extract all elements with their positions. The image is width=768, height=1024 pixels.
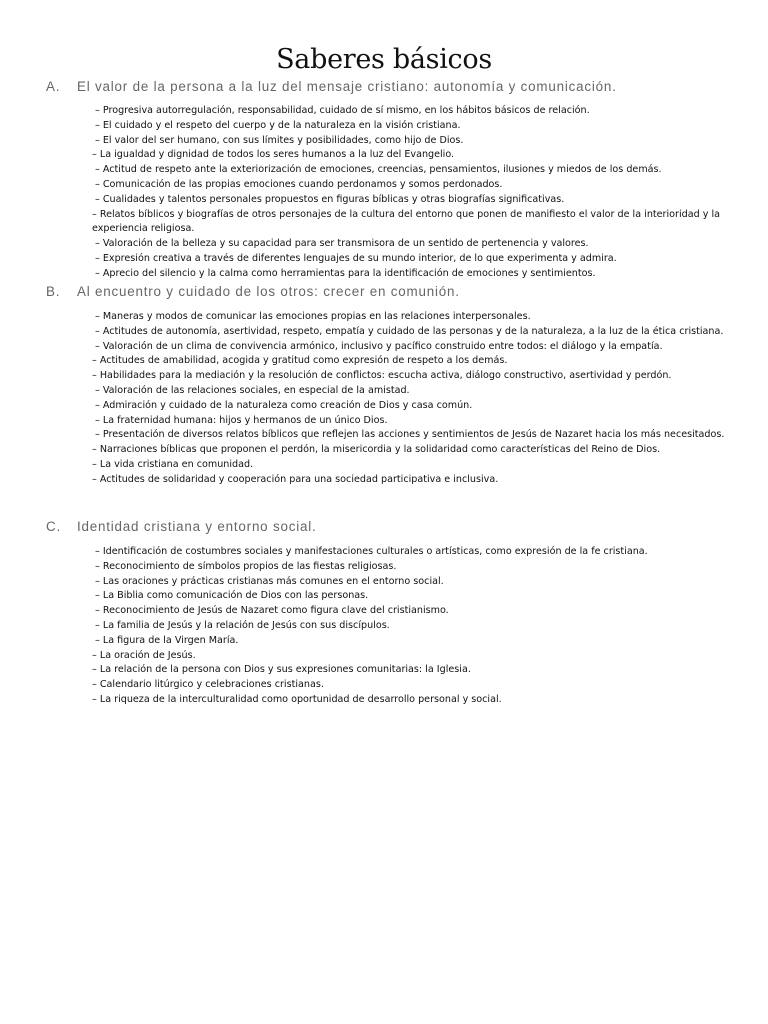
list-item: – La fraternidad humana: hijos y hermanos de un único Dios. — [95, 414, 388, 426]
list-item: – Narraciones bíblicas que proponen el perdón, la misericordia y la solidaridad como características del Reino de Dios. — [92, 444, 661, 456]
list-item: – La igualdad y dignidad de todos los seres humanos a la luz del Evangelio. — [92, 149, 455, 161]
list-item: – El valor del ser humano, con sus límites y posibilidades, como hijo de Dios. — [95, 134, 464, 146]
page-title: Saberes básicos — [276, 44, 492, 75]
section-heading-a — [46, 79, 617, 95]
list-item: – La familia de Jesús y la relación de Jesús con sus discípulos. — [95, 619, 390, 631]
section-letter-c: C. — [46, 519, 61, 534]
list-item: – Expresión creativa a través de diferentes lenguajes de su mundo interior, de lo que experimenta y admira. — [95, 252, 617, 264]
list-item: – La oración de Jesús. — [92, 649, 196, 661]
section-title-a: El valor de la persona a la luz del mensaje cristiano: autonomía y comunicación. — [77, 79, 617, 94]
list-item: – Actitud de respeto ante la exteriorización de emociones, creencias, pensamientos, ilusiones y miedos de los demás. — [95, 164, 662, 176]
list-item: – Actitudes de autonomía, asertividad, respeto, empatía y cuidado de las personas y de la naturaleza, a la luz de la ética cristiana. — [95, 325, 724, 337]
item-list-a — [92, 104, 726, 282]
list-item: – Presentación de diversos relatos bíblicos que reflejen las acciones y sentimientos de Jesús de Nazaret hacia los más necesitados. — [95, 429, 725, 441]
list-item: – Comunicación de las propias emociones cuando perdonamos y somos perdonados. — [95, 178, 503, 190]
section-heading-b — [46, 284, 460, 300]
section-letter-b: B. — [46, 284, 61, 299]
list-item: – Relatos bíblicos y biografías de otros personajes de la cultura del entorno que ponen de manifiesto el valor de la interioridad y la experiencia religiosa. — [92, 208, 721, 235]
list-item: – Valoración de las relaciones sociales, en especial de la amistad. — [95, 384, 410, 396]
list-item: – Reconocimiento de Jesús de Nazaret como figura clave del cristianismo. — [95, 605, 449, 617]
list-item: – El cuidado y el respeto del cuerpo y de la naturaleza en la visión cristiana. — [95, 119, 461, 131]
list-item: – Maneras y modos de comunicar las emociones propias en las relaciones interpersonales. — [95, 311, 531, 322]
list-item: – Valoración de la belleza y su capacidad para ser transmisora de un sentido de pertenencia y valores. — [95, 238, 589, 250]
list-item: – La Biblia como comunicación de Dios con las personas. — [95, 590, 369, 602]
list-item: – La vida cristiana en comunidad. — [92, 458, 254, 470]
list-item: – Actitudes de amabilidad, acogida y gratitud como expresión de respeto a los demás. — [92, 355, 508, 367]
section-title-c: Identidad cristiana y entorno social. — [77, 519, 317, 534]
section-heading-c — [46, 519, 317, 535]
section-letter-a: A. — [46, 79, 61, 94]
item-list-c — [92, 545, 726, 708]
list-item: – Calendario litúrgico y celebraciones cristianas. — [92, 679, 324, 691]
list-item: – Reconocimiento de símbolos propios de las fiestas religiosas. — [95, 560, 397, 572]
list-item: – La figura de la Virgen María. — [95, 634, 239, 646]
section-title-b: Al encuentro y cuidado de los otros: crecer en comunión. — [77, 284, 460, 299]
list-item: – Aprecio del silencio y la calma como herramientas para la identificación de emociones y sentimientos. — [95, 267, 596, 279]
list-item: – Habilidades para la mediación y la resolución de conflictos: escucha activa, diálogo constructivo, asertividad y perdón. — [92, 370, 672, 382]
list-item: – Las oraciones y prácticas cristianas más comunes en el entorno social. — [95, 575, 444, 587]
list-item: – Admiración y cuidado de la naturaleza como creación de Dios y casa común. — [95, 399, 473, 411]
list-item: – Valoración de un clima de convivencia armónico, inclusivo y pacífico construido entre todos: el diálogo y la empatía. — [95, 340, 663, 352]
list-item: – Identificación de costumbres sociales y manifestaciones culturales o artísticas, como expresión de la fe cristiana. — [95, 546, 648, 557]
item-list-b — [92, 310, 726, 488]
list-item: – La relación de la persona con Dios y sus expresiones comunitarias: la Iglesia. — [92, 664, 471, 676]
list-item: – Progresiva autorregulación, responsabilidad, cuidado de sí mismo, en los hábitos básicos de relación. — [95, 105, 590, 116]
list-item: – Actitudes de solidaridad y cooperación para una sociedad participativa e inclusiva. — [92, 473, 499, 485]
list-item: – Cualidades y talentos personales propuestos en figuras bíblicas y otras biografías significativas. — [95, 193, 565, 205]
list-item: – La riqueza de la interculturalidad como oportunidad de desarrollo personal y social. — [92, 693, 502, 705]
